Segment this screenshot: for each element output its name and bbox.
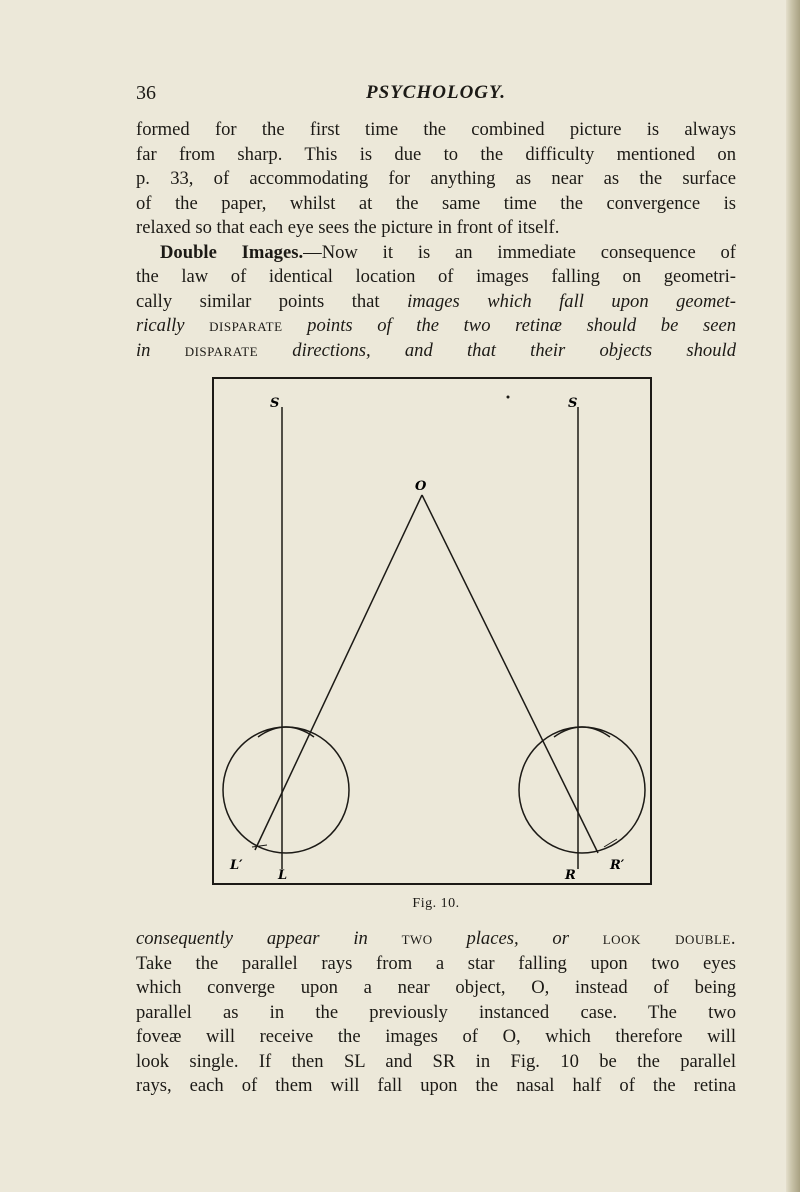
page-number: 36 xyxy=(136,82,156,104)
double-images-line-1: Double Images.—Now it is an immediate consequence of xyxy=(160,241,736,263)
left-eye xyxy=(223,727,349,853)
top-paragraph xyxy=(136,118,736,363)
figure-10 xyxy=(212,377,652,885)
page-edge xyxy=(786,0,800,1192)
right-lens xyxy=(554,727,610,737)
figure-caption: Fig. 10. xyxy=(412,896,460,911)
ray-o-left xyxy=(255,495,422,850)
text-line: cally similar points that images which fall upon geomet- xyxy=(136,290,736,312)
left-lens xyxy=(258,727,314,737)
text-line: p. 33, of accommodating for anything as near as the surface xyxy=(136,168,736,189)
ray-o-right xyxy=(422,495,598,853)
text-line: of the paper, whilst at the same time the convergence is xyxy=(136,192,736,214)
label-r: R xyxy=(565,868,576,883)
figure-10-diagram xyxy=(212,377,652,885)
label-l: L xyxy=(278,868,288,883)
label-r-prime: R′ xyxy=(610,858,625,873)
text-line: formed for the first time the combined picture is always xyxy=(136,119,736,140)
text-line: look single. If then SL and SR in Fig. 10 be the parallel xyxy=(136,1050,736,1072)
page-header xyxy=(136,82,736,112)
label-s-left: S xyxy=(270,396,280,411)
text-line: foveæ will receive the images of O, which therefore will xyxy=(136,1026,736,1047)
running-title: PSYCHOLOGY. xyxy=(366,82,506,103)
label-o: O xyxy=(415,479,427,494)
bottom-paragraph xyxy=(136,927,736,1099)
text-line: in disparate directions, and that their objects should xyxy=(136,339,736,361)
text-line: rays, each of them will fall upon the nasal half of the retina xyxy=(136,1075,736,1096)
text-line: far from sharp. This is due to the difficulty mentioned on xyxy=(136,143,736,165)
center-dot xyxy=(507,396,510,399)
text-line: the law of identical location of images falling on geometri- xyxy=(136,266,736,287)
label-s-right: S xyxy=(568,396,578,411)
section-heading: Double Images. xyxy=(160,241,304,263)
text-line: Take the parallel rays from a star falling upon two eyes xyxy=(136,952,736,974)
text-line: relaxed so that each eye sees the picture in front of itself. xyxy=(136,217,560,238)
figure-frame xyxy=(213,378,651,884)
text-line: parallel as in the previously instanced case. The two xyxy=(136,1001,736,1023)
right-eye xyxy=(519,727,645,853)
text-line: which converge upon a near object, O, instead of being xyxy=(136,977,736,998)
text-line: consequently appear in two places, or look double. xyxy=(136,928,736,949)
label-l-prime: L′ xyxy=(230,858,243,873)
text-line: rically disparate points of the two retinæ should be seen xyxy=(136,315,736,336)
